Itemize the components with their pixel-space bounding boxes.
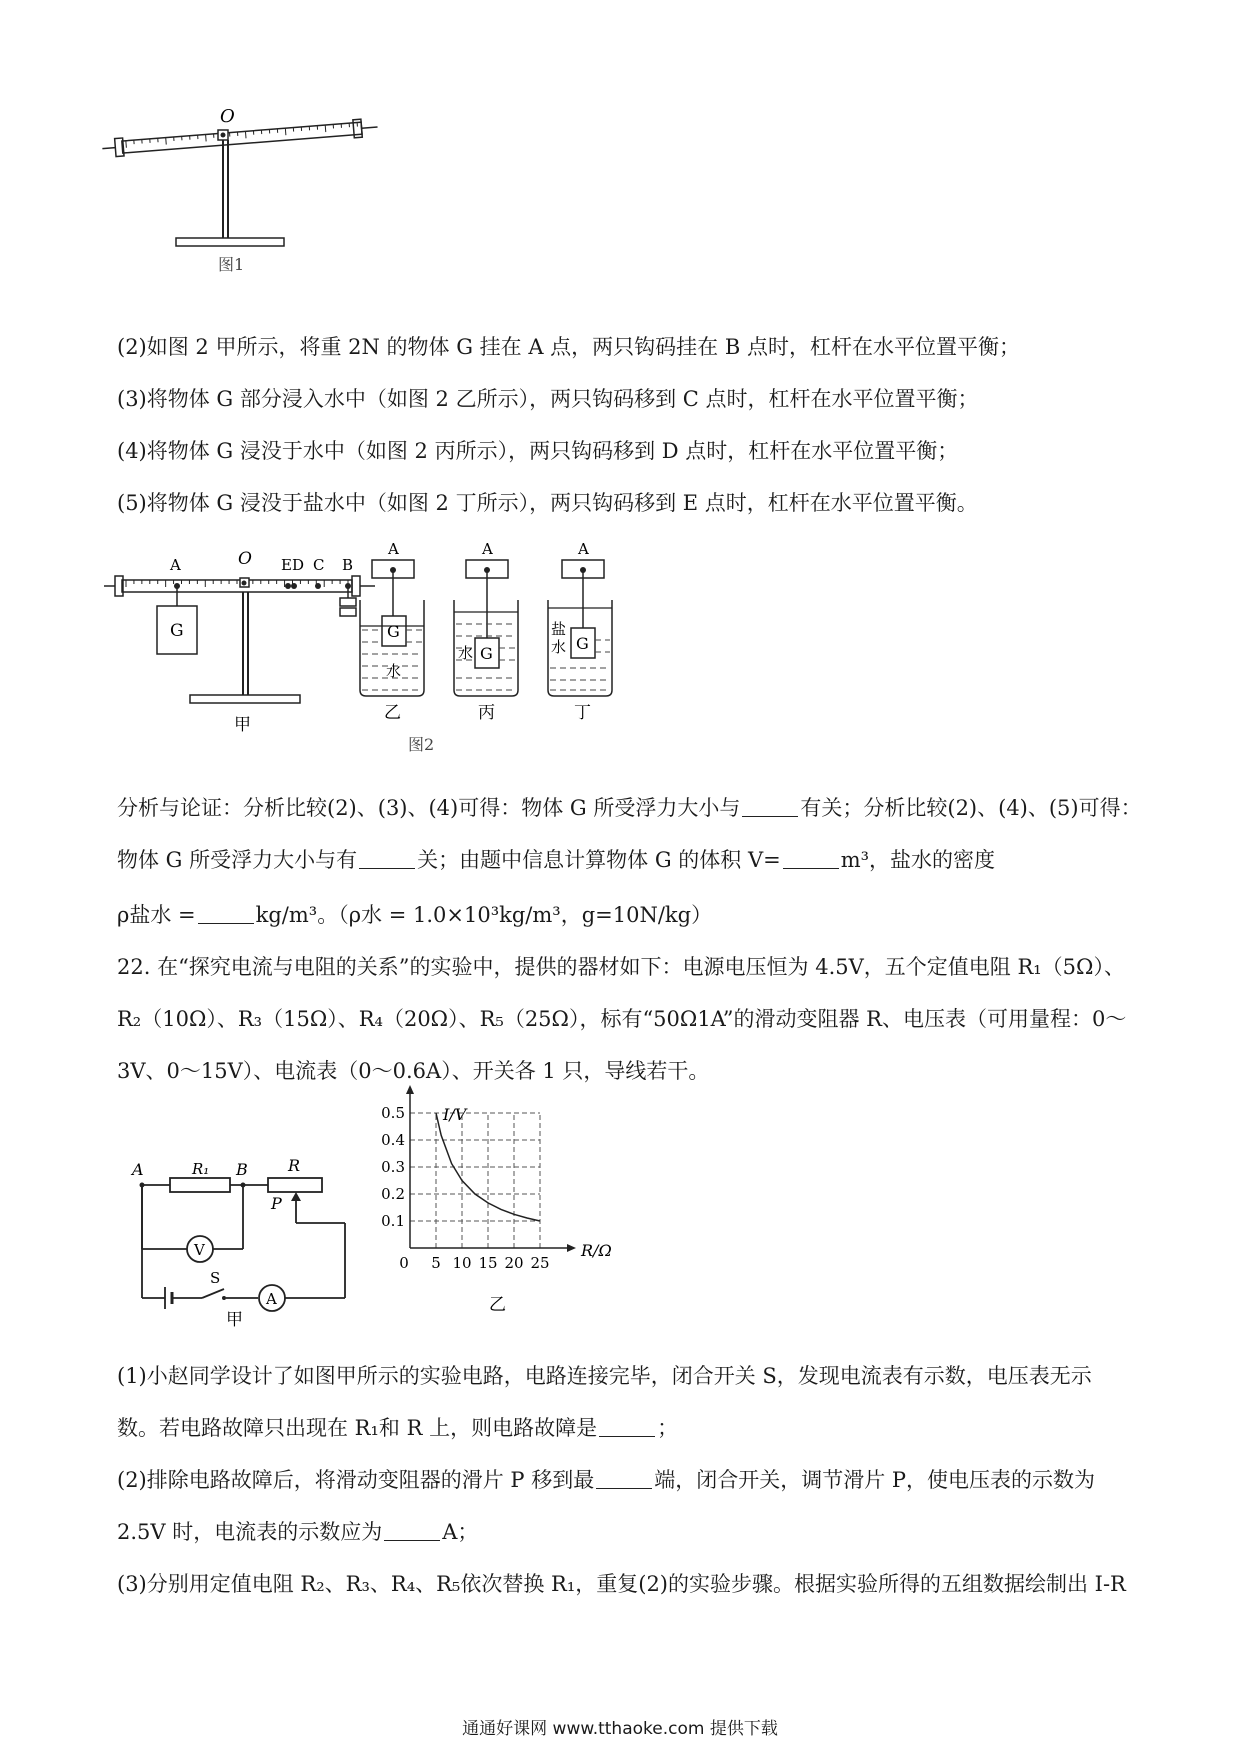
analysis-text-2c: m³，盐水的密度 bbox=[840, 848, 996, 872]
q2-text-d: A； bbox=[442, 1520, 479, 1544]
q22-line-3: 3V、0～15V）、电流表（0～0.6A）、开关各 1 只，导线若干。 bbox=[117, 1059, 710, 1083]
fig2-label-b: B bbox=[342, 556, 354, 574]
circuit-label-r1: R₁ bbox=[192, 1160, 210, 1178]
fig2-sublabel-jia: 甲 bbox=[234, 715, 251, 735]
chart-x-tick-label: 5 bbox=[431, 1254, 441, 1272]
answer-blank[interactable] bbox=[198, 903, 254, 924]
fig2-label-c: C bbox=[313, 556, 325, 574]
figure-1-caption: 图1 bbox=[218, 255, 245, 274]
fig2-label-ed: ED bbox=[281, 556, 304, 574]
fig2-label-a: A bbox=[170, 556, 181, 574]
chart-caption: 乙 bbox=[489, 1295, 506, 1315]
analysis-text-2b: 关；由题中信息计算物体 G 的体积 V= bbox=[417, 848, 781, 872]
analysis-line-2 bbox=[117, 845, 1137, 875]
chart-x-tick-label: 0 bbox=[399, 1254, 409, 1272]
q2-line-2 bbox=[117, 1517, 1137, 1547]
circuit-caption: 甲 bbox=[226, 1310, 243, 1330]
page-footer: 通通好课网 www.tthaoke.com 提供下载 bbox=[462, 1719, 778, 1739]
analysis-line-1 bbox=[117, 793, 1142, 823]
analysis-text-1a: 分析与论证：分析比较(2)、(3)、(4)可得：物体 G 所受浮力大小与 bbox=[117, 796, 741, 820]
answer-blank[interactable] bbox=[599, 1416, 655, 1437]
chart-y-tick-label: 0.1 bbox=[381, 1212, 405, 1230]
q2-text-c: 2.5V 时，电流表的示数应为 bbox=[117, 1520, 383, 1544]
beaker-ding-salt-2: 水 bbox=[551, 638, 567, 656]
step-2: (2)如图 2 甲所示，将重 2N 的物体 G 挂在 A 点，两只钩码挂在 B 点时，杠杆在水平位置平衡； bbox=[117, 335, 1020, 359]
chart-y-tick-label: 0.2 bbox=[381, 1185, 405, 1203]
answer-blank[interactable] bbox=[783, 848, 839, 869]
q1-line-2 bbox=[117, 1413, 1137, 1443]
beaker-ding-object-g: G bbox=[576, 634, 589, 653]
circuit-label-a: A bbox=[132, 1160, 144, 1179]
answer-blank[interactable] bbox=[596, 1468, 652, 1489]
figure-2-lever-and-beakers bbox=[110, 540, 710, 770]
switch-label: S bbox=[210, 1269, 221, 1287]
chart-x-tick-label: 15 bbox=[478, 1254, 498, 1272]
i-r-chart bbox=[381, 1100, 625, 1340]
fig2-sublabel-bing: 丙 bbox=[478, 703, 495, 723]
q1-text-c: ； bbox=[657, 1416, 679, 1440]
q22-line-1: 22. 在“探究电流与电阻的关系”的实验中，提供的器材如下：电源电压恒为 4.5V，五个定值电阻 R₁（5Ω）、 bbox=[117, 955, 1125, 979]
q1-line-1: (1)小赵同学设计了如图甲所示的实验电路，电路连接完毕，闭合开关 S，发现电流表有示数，电压表无示 bbox=[117, 1364, 1092, 1388]
beaker-bing-water: 水 bbox=[458, 644, 474, 662]
voltmeter-label: V bbox=[194, 1241, 205, 1259]
circuit-diagram bbox=[120, 1155, 360, 1330]
analysis-text-3b: kg/m³。（ρ水 = 1.0×10³kg/m³，g=10N/kg） bbox=[255, 903, 713, 927]
step-4: (4)将物体 G 浸没于水中（如图 2 丙所示），两只钩码移到 D 点时，杠杆在水平位置平衡； bbox=[117, 439, 959, 463]
chart-y-label: I/V bbox=[443, 1105, 467, 1124]
analysis-text-3a: ρ盐水 = bbox=[117, 903, 196, 927]
circuit-label-r: R bbox=[288, 1156, 301, 1175]
beaker-yi-water: 水 bbox=[386, 662, 402, 680]
beaker-bing-label-a: A bbox=[482, 540, 493, 558]
answer-blank[interactable] bbox=[359, 848, 415, 869]
figure-2-caption: 图2 bbox=[408, 735, 435, 754]
circuit-label-b: B bbox=[236, 1160, 248, 1179]
q2-text-b: 端，闭合开关，调节滑片 P，使电压表的示数为 bbox=[654, 1468, 1096, 1492]
q2-line-1 bbox=[117, 1465, 1137, 1495]
fig2-object-g: G bbox=[170, 621, 184, 641]
chart-x-tick-label: 25 bbox=[530, 1254, 550, 1272]
chart-y-tick-label: 0.3 bbox=[381, 1158, 405, 1176]
beaker-ding-salt-1: 盐 bbox=[551, 620, 567, 638]
answer-blank[interactable] bbox=[742, 796, 798, 817]
chart-x-tick-label: 10 bbox=[452, 1254, 472, 1272]
q22-line-2: R₂（10Ω）、R₃（15Ω）、R₄（20Ω）、R₅（25Ω），标有“50Ω1A”的滑动变阻器 R、电压表（可用量程：0～ bbox=[117, 1007, 1127, 1031]
chart-x-arrow bbox=[567, 1244, 576, 1252]
step-5: (5)将物体 G 浸没于盐水中（如图 2 丁所示），两只钩码移到 E 点时，杠杆在水平位置平衡。 bbox=[117, 491, 978, 515]
answer-blank[interactable] bbox=[384, 1520, 440, 1541]
chart-y-arrow bbox=[406, 1085, 414, 1094]
beaker-bing-object-g: G bbox=[480, 644, 493, 663]
analysis-text-1b: 有关；分析比较(2)、(4)、(5)可得： bbox=[800, 796, 1142, 820]
q1-text-b: 数。若电路故障只出现在 R₁和 R 上，则电路故障是 bbox=[117, 1416, 598, 1440]
q3-line-1: (3)分别用定值电阻 R₂、R₃、R₄、R₅依次替换 R₁，重复(2)的实验步骤。根据实验所得的五组数据绘制出 I-R bbox=[117, 1572, 1126, 1596]
q2-text-a: (2)排除电路故障后，将滑动变阻器的滑片 P 移到最 bbox=[117, 1468, 595, 1492]
fig2-label-o: O bbox=[238, 549, 252, 569]
beaker-ding-label-a: A bbox=[578, 540, 589, 558]
figure-1-lever bbox=[110, 100, 410, 310]
chart-x-label: R/Ω bbox=[581, 1241, 612, 1260]
chart-y-tick-label: 0.4 bbox=[381, 1131, 405, 1149]
fig2-sublabel-ding: 丁 bbox=[574, 703, 591, 723]
analysis-line-3 bbox=[117, 900, 1137, 930]
circuit-label-p: P bbox=[271, 1194, 282, 1213]
step-3: (3)将物体 G 部分浸入水中（如图 2 乙所示），两只钩码移到 C 点时，杠杆在水平位置平衡； bbox=[117, 387, 979, 411]
ammeter-label: A bbox=[266, 1290, 277, 1308]
chart-x-tick-label: 20 bbox=[504, 1254, 524, 1272]
figure-1-label-o: O bbox=[220, 106, 235, 127]
beaker-yi-object-g: G bbox=[387, 622, 400, 641]
chart-y-tick-label: 0.5 bbox=[381, 1104, 405, 1122]
analysis-text-2a: 物体 G 所受浮力大小与有 bbox=[117, 848, 358, 872]
fig2-sublabel-yi: 乙 bbox=[384, 703, 401, 723]
beaker-yi-label-a: A bbox=[388, 540, 399, 558]
